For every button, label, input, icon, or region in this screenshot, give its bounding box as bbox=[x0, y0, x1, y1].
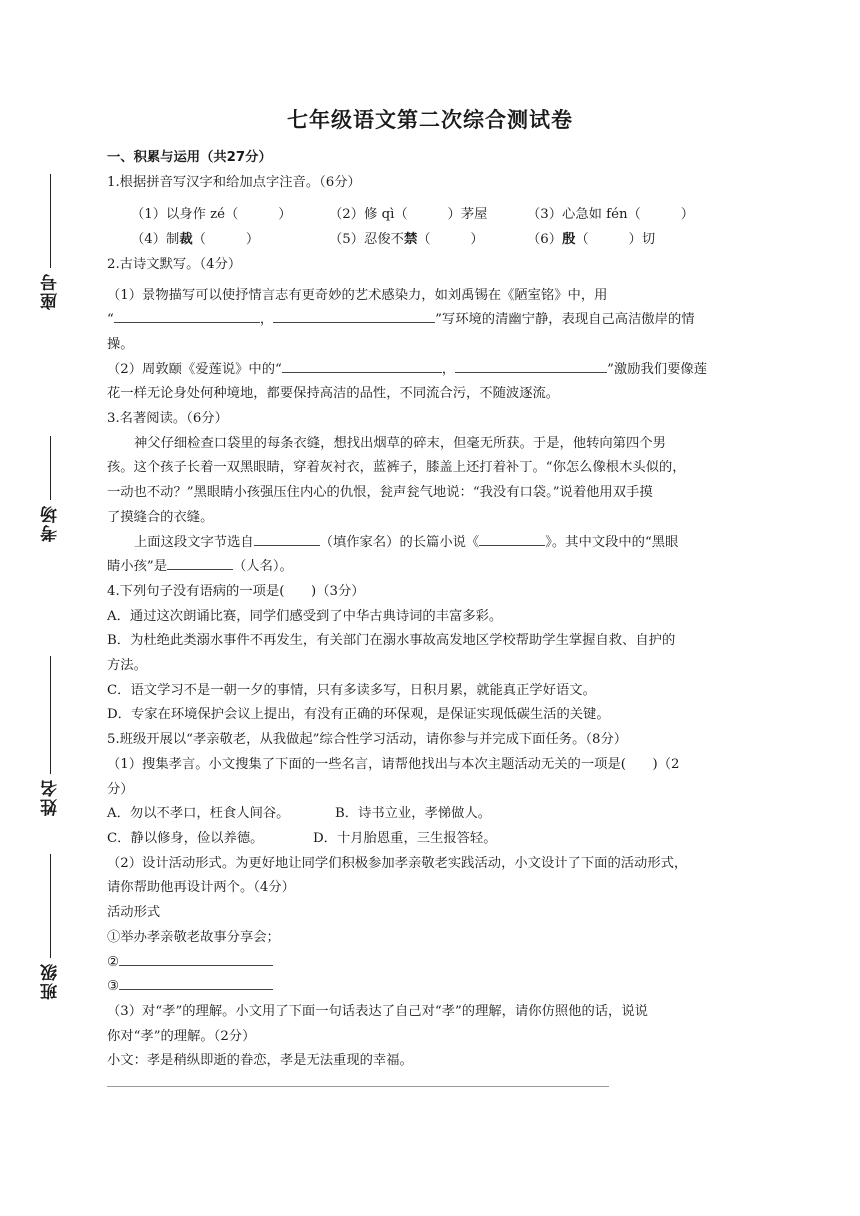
question-3-ask: 上面这段文字节选自 （填作家名）的长篇小说《 》。其中文段中的“黑眼 bbox=[107, 531, 752, 556]
pinyin-item: （2）修 qì（ ）茅屋 bbox=[329, 207, 488, 223]
answer-blank[interactable] bbox=[282, 358, 442, 373]
question-2-part-1-blanks: “ ， ”写环境的清幽宁静，表现自己高洁傲岸的情 bbox=[107, 308, 752, 333]
option-c: C．静以修身，俭以养德。 bbox=[107, 830, 264, 846]
answer-blank[interactable] bbox=[119, 975, 273, 990]
question-2-part-2: （2）周敦颐《爱莲说》中的“ ， ”激励我们要像莲 bbox=[107, 358, 752, 383]
exam-title: 七年级语文第二次综合测试卷 bbox=[287, 108, 573, 132]
pinyin-row-2 bbox=[107, 228, 752, 253]
option-b: B．诗书立业，孝悌做人。 bbox=[335, 806, 492, 822]
option-c: C．语文学习不是一朝一夕的事情，只有多读多写，日积月累，就能真正学好语文。 bbox=[107, 682, 596, 698]
section-heading: 一、积累与运用（共27分） bbox=[107, 150, 272, 165]
seat-number-label: 座号 bbox=[30, 174, 70, 310]
question-5-stem: 5.班级开展以“孝亲敬老，从我做起”综合性学习活动，请你参与并完成下面任务。（8分） bbox=[107, 732, 628, 748]
answer-line[interactable] bbox=[107, 1086, 609, 1087]
answer-blank[interactable] bbox=[114, 308, 260, 323]
exam-room-label: 考场 bbox=[30, 436, 70, 542]
activity-form-label: 活动形式 bbox=[107, 905, 161, 921]
activity-form-2: ② bbox=[107, 951, 752, 976]
pinyin-item: （1）以身作 zé（ ） bbox=[131, 207, 292, 223]
option-d: D．专家在环境保护会议上提出，有没有正确的环保观，是保证实现低碳生活的关键。 bbox=[107, 707, 610, 723]
question-4-stem: 4.下列句子没有语病的一项是( )（3分） bbox=[107, 583, 365, 599]
exam-body: 一、积累与运用（共27分） 1.根据拼音写汉字和给加点字注音。（6分） （1）以身作 zé（ ） （2）修 qì（ ）茅屋 （3）心急如 fén（ ） （4）制裁（ ） （5）忍俊不禁（ ） （6）殷（ ）切 2.古诗文默写。（4分） （1）景物描写可以使抒情言志有更奇妙的艺术感染力，如刘禹锡在《陋室铭》中，用 “ ， ”写环境的清幽宁静，表现自己高洁傲岸的情 操。 （2）周敦颐《爱莲说》中的“ ， ”激励我们要像莲 花一样无论身处何种境地，都要保持高洁的品性，不同流合污，不随波逐流。 3.名著阅读。（6分） 神父仔细检查口袋里的每条衣缝，想找出烟草的碎末，但毫无所获。于是，他转向第四个男 孩。这个孩子长着一双黑眼睛，穿着灰衬衣，蓝裤子，膝盖上还打着补丁。“你怎么像根木头似的， 一动也不动？”黑眼睛小孩强压住内心的仇恨，瓮声瓮气地说：“我没有口袋。”说着他用双手摸 了摸缝合的衣缝。 上面这段文字节选自 （填作家名）的长篇小说《 》。其中文段中的“黑眼 睛小孩”是 （人名）。 4.下列句子没有语病的一项是( )（3分） A．通过这次朗诵比赛，同学们感受到了中华古典诗词的丰富多彩。 B．为杜绝此类溺水事件不再发生，有关部门在溺水事故高发地区学校帮助学生掌握自救、自护的 方法。 C．语文学习不是一朝一夕的事情，只有多读多写，日积月累，就能真正学好语文。 D．专家在环境保护会议上提出，有没有正确的环保观，是保证实现低碳生活的关键。 5.班级开展以“孝亲敬老，从我做起”综合性学习活动，请你参与并完成下面任务。（8分） （1）搜集孝言。小文搜集了下面的一些名言，请帮他找出与本次主题活动无关的一项是( )（2 分） A．勿以不孝口，枉食人间谷。 B．诗书立业，孝悌做人。 C．静以修身，俭以养德。 D．十月胎恩重，三生报答轻。 （2）设计活动形式。为更好地让同学们积极参加孝亲敬老实践活动，小文设计了下面的活动形式， 请你帮助他再设计两个。（4分） 活动形式 ①举办孝亲敬老故事分享会； ② ③ （3）对“孝”的理解。小文用了下面一句话表达了自己对“孝”的理解，请你仿照他的话，说说 你对“孝”的理解。（2分） 小文：孝是稍纵即逝的眷恋，孝是无法重现的幸福。 bbox=[107, 146, 752, 1074]
option-a: A．勿以不孝口，枉食人间谷。 bbox=[107, 806, 290, 822]
author-blank[interactable] bbox=[254, 531, 320, 546]
annotate-item: （5）忍俊不禁（ ） bbox=[329, 232, 484, 248]
answer-blank[interactable] bbox=[273, 308, 435, 323]
question-5-sub-3: （3）对“孝”的理解。小文用了下面一句话表达了自己对“孝”的理解，请你仿照他的话，说说 bbox=[107, 1003, 648, 1019]
option-d: D．十月胎恩重，三生报答轻。 bbox=[313, 830, 497, 846]
option-b: B．为杜绝此类溺水事件不再发生，有关部门在溺水事故高发地区学校帮助学生掌握自救、自护的 bbox=[107, 633, 676, 649]
question-2-part-1: （1）景物描写可以使抒情言志有更奇妙的艺术感染力，如刘禹锡在《陋室铭》中，用 bbox=[107, 287, 608, 303]
question-5-sub-2: （2）设计活动形式。为更好地让同学们积极参加孝亲敬老实践活动，小文设计了下面的活动形式， bbox=[107, 855, 688, 871]
answer-blank[interactable] bbox=[119, 951, 273, 966]
quote-options-row-1 bbox=[107, 802, 752, 827]
answer-blank[interactable] bbox=[455, 358, 607, 373]
character-blank[interactable] bbox=[167, 555, 233, 570]
pinyin-row-1 bbox=[107, 203, 752, 228]
question-5-sub-1: （1）搜集孝言。小文搜集了下面的一些名言，请帮他找出与本次主题活动无关的一项是( )（2 bbox=[107, 756, 680, 772]
name-label: 姓名 bbox=[30, 656, 70, 816]
quote-options-row-2 bbox=[107, 827, 752, 852]
question-1-stem: 1.根据拼音写汉字和给加点字注音。（6分） bbox=[107, 174, 361, 190]
activity-form-1: ①举办孝亲敬老故事分享会； bbox=[107, 929, 280, 945]
example-sentence: 小文：孝是稍纵即逝的眷恋，孝是无法重现的幸福。 bbox=[107, 1053, 413, 1069]
question-2-stem: 2.古诗文默写。（4分） bbox=[107, 256, 242, 272]
pinyin-item: （3）心急如 fén（ ） bbox=[527, 207, 695, 223]
option-a: A．通过这次朗诵比赛，同学们感受到了中华古典诗词的丰富多彩。 bbox=[107, 608, 503, 624]
annotate-item: （6）殷（ ）切 bbox=[527, 232, 656, 248]
question-3-stem: 3.名著阅读。（6分） bbox=[107, 411, 228, 427]
novel-blank[interactable] bbox=[479, 531, 545, 546]
activity-form-3: ③ bbox=[107, 975, 752, 1000]
reading-passage: 神父仔细检查口袋里的每条衣缝，想找出烟草的碎末，但毫无所获。于是，他转向第四个男 bbox=[134, 435, 666, 451]
class-label: 班级 bbox=[30, 854, 70, 1000]
annotate-item: （4）制裁（ ） bbox=[131, 232, 260, 248]
